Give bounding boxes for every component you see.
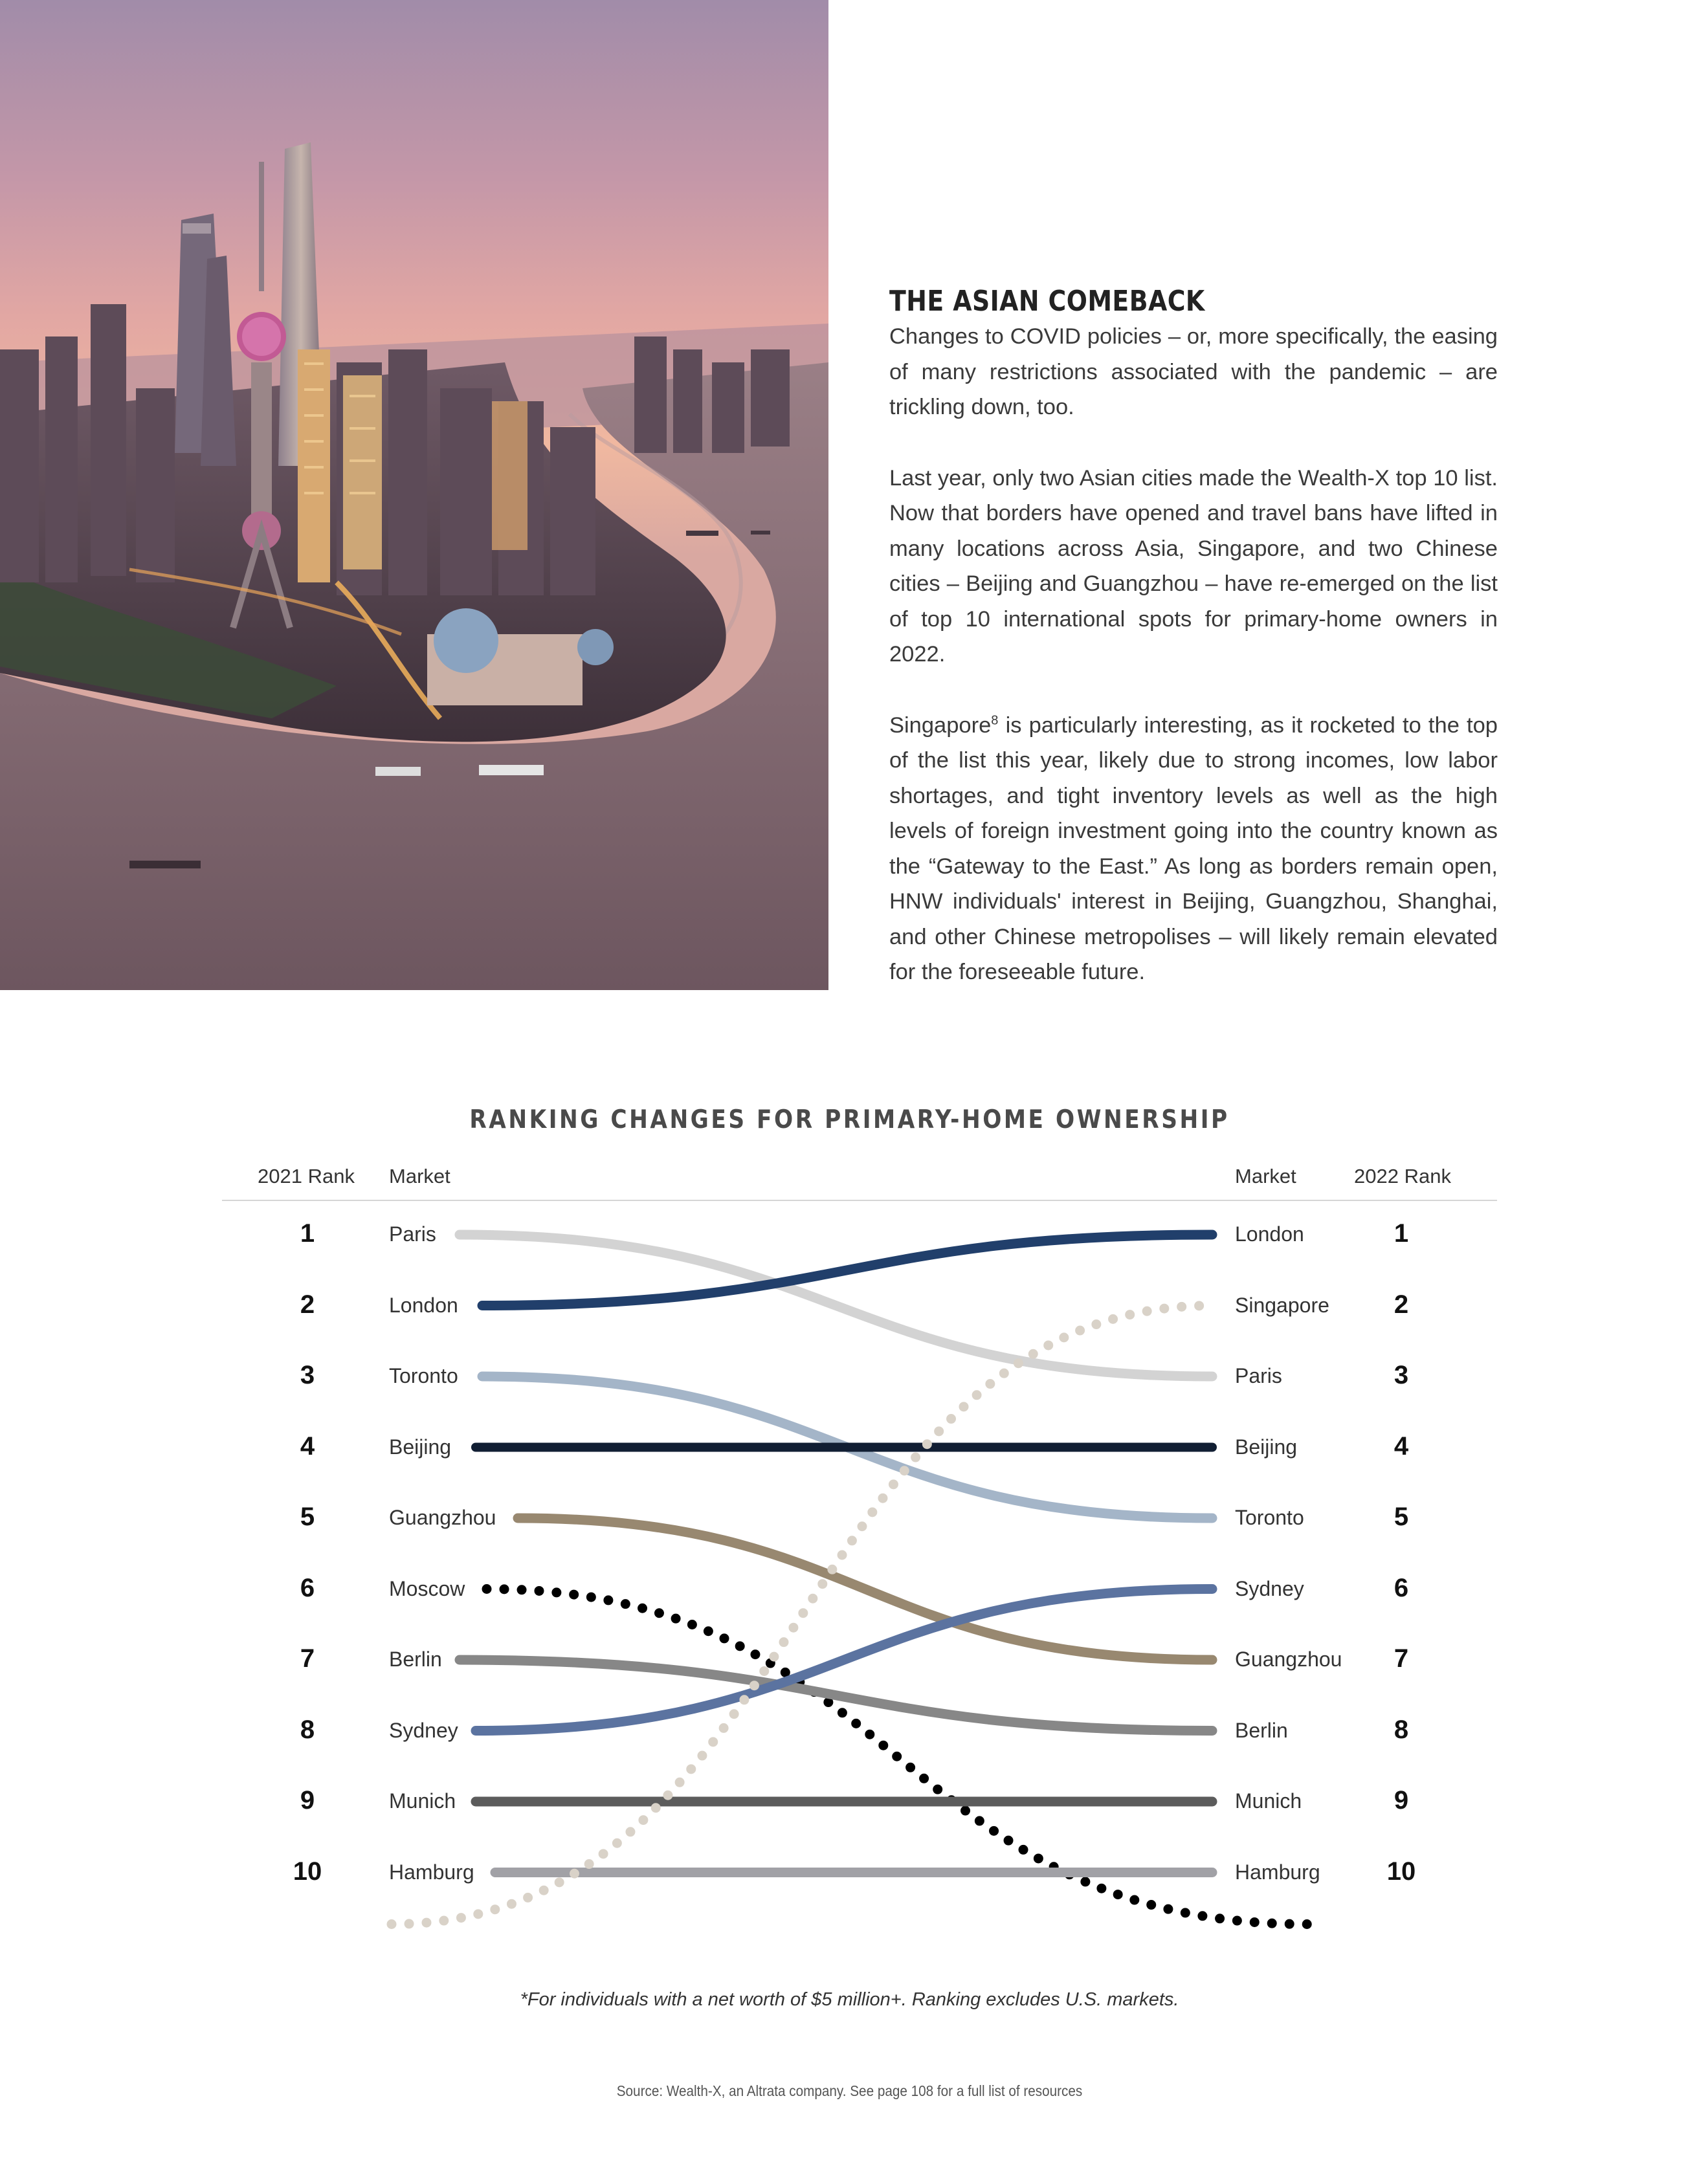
market-2021-sydney: Sydney [389,1718,458,1742]
market-2021-berlin: Berlin [389,1648,442,1671]
article-heading: THE ASIAN COMEBACK [889,285,1205,318]
rank-2021-10: 10 [293,1857,322,1886]
market-2022-toronto: Toronto [1235,1506,1304,1529]
market-2022-guangzhou: Guangzhou [1235,1648,1342,1671]
market-2021-guangzhou: Guangzhou [389,1506,496,1529]
market-2022-berlin: Berlin [1235,1718,1288,1742]
right-market-header: Market [1235,1165,1296,1187]
rank-2022-4: 4 [1394,1431,1409,1461]
rank-2022-1: 1 [1394,1219,1409,1248]
market-2021-munich: Munich [389,1789,456,1813]
market-2022-singapore: Singapore [1235,1293,1329,1317]
market-2021-hamburg: Hamburg [389,1860,474,1884]
chart-footnote: *For individuals with a net worth of $5 million+. Ranking excludes U.S. markets. [520,1989,1179,2010]
market-2021-paris: Paris [389,1222,436,1246]
paragraph-3-rest: is particularly interesting, as it rocketed to the top of the list this year, likely due to strong incomes, low labor shortages, and tight inventory levels as well as the high levels of foreign investment going into the country known as the “Gateway to the East.” As long as borders remain open, HNW individuals' interest in Beijing, Guangzhou, Shanghai, and other Chinese metropolises – will likely remain elevated for the foreseeable future. [889,712,1498,984]
rank-2021-7: 7 [300,1644,315,1673]
article-paragraph-1: Changes to COVID policies – or, more specifically, the easing of many restrictions associated with the pandemic – are trickling down, too. [889,324,1498,419]
rank-2021-3: 3 [300,1361,315,1389]
rank-2021-2: 2 [300,1290,315,1319]
market-2022-hamburg: Hamburg [1235,1860,1320,1884]
market-2022-london: London [1235,1222,1304,1246]
footnote-ref: 8 [991,713,999,727]
market-2022-paris: Paris [1235,1364,1282,1387]
rank-2021-6: 6 [300,1573,315,1602]
left-market-header: Market [389,1165,450,1187]
market-2021-moscow: Moscow [389,1576,465,1600]
market-2021-beijing: Beijing [389,1435,452,1459]
chart-title: RANKING CHANGES FOR PRIMARY-HOME OWNERSHIP [469,1105,1230,1134]
source-note: Source: Wealth-X, an Altrata company. See page 108 for a full list of resources [616,2082,1083,2099]
rank-2021-5: 5 [300,1503,315,1531]
market-2021-london: London [389,1293,458,1317]
rank-2021-1: 1 [300,1219,315,1248]
market-2022-sydney: Sydney [1235,1576,1304,1600]
rank-2022-10: 10 [1386,1857,1416,1886]
rank-2022-8: 8 [1394,1715,1409,1744]
series-line-berlin [460,1660,1212,1731]
market-2021-toronto: Toronto [389,1364,458,1387]
rank-2021-8: 8 [300,1715,315,1744]
rank-2022-6: 6 [1394,1573,1409,1602]
article-paragraph-2: Last year, only two Asian cities made the Wealth-X top 10 list. Now that borders have opened and travel bans have lifted in many locations across Asia, Singapore, and two Chinese cities – Beijing and Guangzhou – have re-emerged on the list of top 10 international spots for primary-home owners in 2022. [889,465,1498,667]
rank-2022-7: 7 [1394,1644,1409,1673]
right-rank-header: 2022 Rank [1354,1165,1451,1187]
rank-2022-9: 9 [1394,1786,1409,1814]
rank-2022-5: 5 [1394,1503,1409,1531]
rank-2021-4: 4 [300,1431,315,1461]
rank-2022-3: 3 [1394,1361,1409,1389]
rank-2021-9: 9 [300,1786,315,1814]
singapore-lead: Singapore [889,712,992,738]
rank-2022-2: 2 [1394,1290,1409,1319]
left-rank-header: 2021 Rank [258,1165,355,1187]
series-line-singapore [392,1306,1212,1925]
market-2022-beijing: Beijing [1235,1435,1298,1459]
market-2022-munich: Munich [1235,1789,1302,1813]
